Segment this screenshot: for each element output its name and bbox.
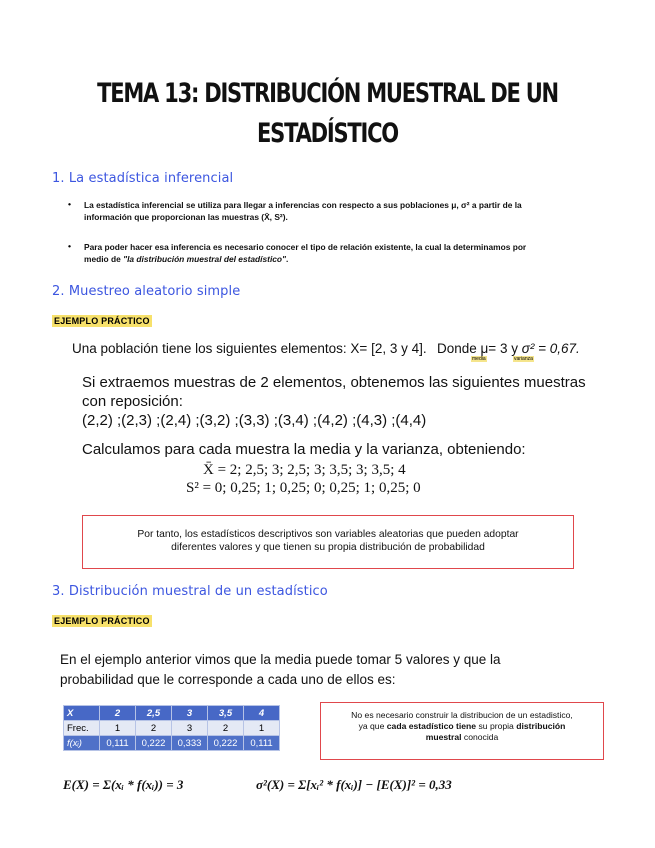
conclusion-line2: diferentes valores y que tienen su propia distribución de probabilidad bbox=[171, 542, 485, 553]
intro-text bbox=[60, 650, 501, 690]
note-line2: ya que cada estadístico tiene su propia distribución bbox=[358, 721, 566, 731]
compute-line: Calculamos para cada muestra la media y la varianza, obteniendo: bbox=[82, 441, 526, 458]
page-title-line2: ESTADÍSTICO bbox=[257, 118, 398, 149]
samples-list: (2,2) ;(2,3) ;(2,4) ;(3,2) ;(3,3) ;(3,4) ;(4,2) ;(4,3) ;(4,4) bbox=[82, 412, 427, 429]
table-cell: 2 bbox=[100, 706, 136, 721]
table-cell: 3 bbox=[172, 721, 208, 736]
bullet-2-line2: medio de "la distribución muestral del estadístico". bbox=[84, 254, 289, 264]
probability-table bbox=[63, 705, 280, 751]
bullet-2-glyph: • bbox=[68, 241, 72, 251]
example-badge-2: EJEMPLO PRÁCTICO bbox=[54, 616, 150, 626]
table-cell: 2 bbox=[136, 721, 172, 736]
intro-line2: probabilidad que le corresponde a cada uno de ellos es: bbox=[60, 672, 396, 687]
bullet-1-glyph: • bbox=[68, 199, 72, 209]
table-cell: 0,111 bbox=[100, 736, 136, 751]
note-media: media bbox=[472, 356, 486, 362]
table-cell: 2 bbox=[208, 721, 244, 736]
intro-line1: En el ejemplo anterior vimos que la media puede tomar 5 valores y que la bbox=[60, 652, 501, 667]
bullet-1-text bbox=[84, 199, 614, 223]
table-cell: 0,333 bbox=[172, 736, 208, 751]
samples-text bbox=[82, 373, 586, 430]
table-cell: X bbox=[64, 706, 100, 721]
xbar-equation: X̄ = 2; 2,5; 3; 2,5; 3; 3,5; 3; 3,5; 4 bbox=[203, 462, 406, 478]
page-title-line1: TEMA 13: DISTRIBUCIÓN MUESTRAL DE UN bbox=[97, 78, 558, 109]
conclusion-line1: Por tanto, los estadísticos descriptivos son variables aleatorias que pueden adoptar bbox=[137, 529, 519, 540]
table-cell: 2,5 bbox=[136, 706, 172, 721]
table-cell: 4 bbox=[244, 706, 280, 721]
bullet-1-line1: La estadística inferencial se utiliza para llegar a inferencias con respecto a sus poblaciones μ, σ² a partir de la bbox=[84, 200, 522, 210]
table-row-header bbox=[64, 706, 280, 721]
table-cell: 1 bbox=[100, 721, 136, 736]
table-cell: 0,222 bbox=[208, 736, 244, 751]
note-line1: No es necesario construir la distribucion de un estadistico, bbox=[351, 710, 573, 720]
section3-heading: 3. Distribución muestral de un estadístico bbox=[52, 584, 328, 599]
table-row-prob bbox=[64, 736, 280, 751]
table-cell: 0,111 bbox=[244, 736, 280, 751]
table-row-freq bbox=[64, 721, 280, 736]
conclusion-box bbox=[82, 515, 574, 569]
table-cell: Frec. bbox=[64, 721, 100, 736]
table-cell: 1 bbox=[244, 721, 280, 736]
note-varianza: varianza bbox=[514, 356, 533, 362]
section1-heading: 1. La estadística inferencial bbox=[52, 171, 234, 186]
bullet-2-line1: Para poder hacer esa inferencia es necesario conocer el tipo de relación existente, la cual la determinamos por bbox=[84, 242, 527, 252]
section2-heading: 2. Muestreo aleatorio simple bbox=[52, 284, 241, 299]
note-box bbox=[320, 702, 604, 760]
variance-formula: σ²(X) = Σ[xᵢ² * f(xᵢ)] − [E(X)]² = 0,33 bbox=[256, 777, 452, 792]
samples-line2: con reposición: bbox=[82, 393, 183, 410]
table-cell: 3 bbox=[172, 706, 208, 721]
bullet-1-line2: información que proporcionan las muestras (X̄, S²). bbox=[84, 212, 288, 222]
samples-line1: Si extraemos muestras de 2 elementos, obtenemos las siguientes muestras bbox=[82, 374, 586, 391]
table-cell: 3,5 bbox=[208, 706, 244, 721]
expectation-formula: E(X) = Σ(xᵢ * f(xᵢ)) = 3 bbox=[63, 777, 184, 792]
population-params: Donde μ= 3 y σ² = 0,67. bbox=[437, 341, 580, 356]
example-badge-1: EJEMPLO PRÁCTICO bbox=[54, 316, 150, 326]
population-line: Una población tiene los siguientes elementos: X= [2, 3 y 4]. bbox=[72, 341, 427, 356]
bullet-2-text bbox=[84, 241, 614, 265]
note-line3: muestral conocida bbox=[425, 732, 499, 742]
table-cell: 0,222 bbox=[136, 736, 172, 751]
s2-equation: S² = 0; 0,25; 1; 0,25; 0; 0,25; 1; 0,25; 0 bbox=[186, 480, 421, 496]
table-cell: f(xᵢ) bbox=[64, 736, 100, 751]
